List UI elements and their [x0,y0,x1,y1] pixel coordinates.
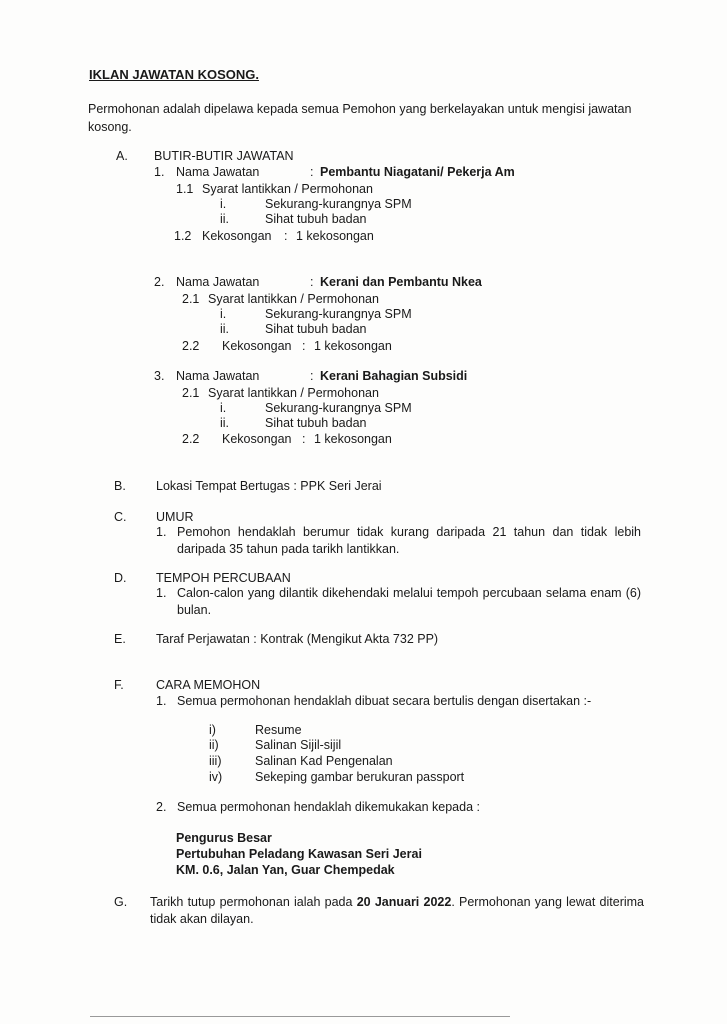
intro-paragraph: Permohonan adalah dipelawa kepada semua Pemohon yang berkelayakan untuk mengisi jawatan kosong. [88,102,632,134]
job-1-vacancy-label: Kekosongan [202,229,272,243]
section-c-number: 1. [156,525,167,539]
job-2-req-2-number: ii. [220,322,230,336]
job-2-req-1-text: Sekurang-kurangnya SPM [265,307,412,321]
section-c-letter: C. [114,510,127,524]
job-3-vacancy-value: 1 kekosongan [314,432,392,446]
job-1-req-label: Syarat lantikkan / Permohonan [202,182,373,196]
section-f-number-1: 1. [156,694,167,708]
doc-1-number: i) [209,723,216,737]
section-c-text: Pemohon hendaklah berumur tidak kurang daripada 21 tahun dan tidak lebih daripada 35 tahun pada tarikh lantikkan. [177,525,641,556]
doc-3-number: iii) [209,754,222,768]
doc-2-number: ii) [209,738,219,752]
section-g-letter: G. [114,895,128,909]
document-title: IKLAN JAWATAN KOSONG. [89,67,259,82]
section-f-number-2: 2. [156,800,167,814]
section-f-text-1: Semua permohonan hendaklah dibuat secara bertulis dengan disertakan :- [177,694,592,708]
job-3-req-1-number: i. [220,401,227,415]
section-b-text: Lokasi Tempat Bertugas : PPK Seri Jerai [156,479,382,493]
job-3-req-number: 2.1 [182,386,200,400]
job-1-req-2-number: ii. [220,212,230,226]
section-g-text-after: . Permohonan yang lewat diterima tidak akan dilayan. [150,895,645,926]
job-1-vacancy-separator: : [284,229,288,243]
doc-2-text: Salinan Sijil-sijil [255,738,342,752]
section-d-text: Calon-calon yang dilantik dikehendaki melalui tempoh percubaan selama enam (6) bulan. [177,586,641,617]
address-line-1: Pengurus Besar [176,831,272,845]
job-2-number: 2. [154,275,165,289]
section-g-text-before: Tarikh tutup permohonan ialah pada [150,895,357,909]
section-f-letter: F. [114,678,124,692]
job-2-vacancy-label: Kekosongan [222,339,292,353]
section-e-text: Taraf Perjawatan : Kontrak (Mengikut Akta 732 PP) [156,632,439,646]
job-1-vacancy-number: 1.2 [174,229,192,243]
section-d-heading: TEMPOH PERCUBAAN [156,571,291,585]
job-3-req-2-text: Sihat tubuh badan [265,416,367,430]
section-a-heading: BUTIR-BUTIR JAWATAN [154,149,294,163]
job-1-label: Nama Jawatan [176,165,260,179]
job-2-vacancy-separator: : [302,339,306,353]
job-1-req-1-text: Sekurang-kurangnya SPM [265,197,412,211]
section-b-letter: B. [114,479,126,493]
doc-1-text: Resume [255,723,302,737]
section-d-number: 1. [156,586,167,600]
job-1-req-2-text: Sihat tubuh badan [265,212,367,226]
job-1-separator: : [310,165,314,179]
job-1-title: Pembantu Niagatani/ Pekerja Am [320,165,515,179]
job-3-req-1-text: Sekurang-kurangnya SPM [265,401,412,415]
job-3-req-label: Syarat lantikkan / Permohonan [208,386,379,400]
closing-date: 20 Januari 2022 [356,895,452,909]
job-3-vacancy-number: 2.2 [182,432,200,446]
job-1-req-number: 1.1 [176,182,194,196]
section-f-text-2: Semua permohonan hendaklah dikemukakan kepada : [177,800,480,814]
section-f-heading: CARA MEMOHON [156,678,261,692]
job-3-label: Nama Jawatan [176,369,260,383]
job-2-separator: : [310,275,314,289]
job-3-req-2-number: ii. [220,416,230,430]
address-line-3: KM. 0.6, Jalan Yan, Guar Chempedak [176,863,395,877]
job-2-vacancy-number: 2.2 [182,339,200,353]
job-2-req-2-text: Sihat tubuh badan [265,322,367,336]
section-e-letter: E. [114,632,126,646]
job-2-req-label: Syarat lantikkan / Permohonan [208,292,379,306]
job-3-separator: : [310,369,314,383]
job-3-vacancy-label: Kekosongan [222,432,292,446]
page-bottom-rule [90,1016,510,1017]
job-1-number: 1. [154,165,165,179]
job-3-vacancy-separator: : [302,432,306,446]
job-2-req-number: 2.1 [182,292,200,306]
job-1-req-1-number: i. [220,197,227,211]
address-line-2: Pertubuhan Peladang Kawasan Seri Jerai [176,847,422,861]
job-3-title: Kerani Bahagian Subsidi [320,369,468,383]
section-c-heading: UMUR [156,510,194,524]
job-2-vacancy-value: 1 kekosongan [314,339,392,353]
job-2-title: Kerani dan Pembantu Nkea [320,275,482,289]
section-g-text [150,894,644,928]
section-a-letter: A. [116,149,128,163]
doc-4-text: Sekeping gambar berukuran passport [255,770,465,784]
section-d-letter: D. [114,571,127,585]
doc-3-text: Salinan Kad Pengenalan [255,754,393,768]
job-2-req-1-number: i. [220,307,227,321]
doc-4-number: iv) [209,770,223,784]
job-1-vacancy-value: 1 kekosongan [296,229,374,243]
job-2-label: Nama Jawatan [176,275,260,289]
job-3-number: 3. [154,369,165,383]
